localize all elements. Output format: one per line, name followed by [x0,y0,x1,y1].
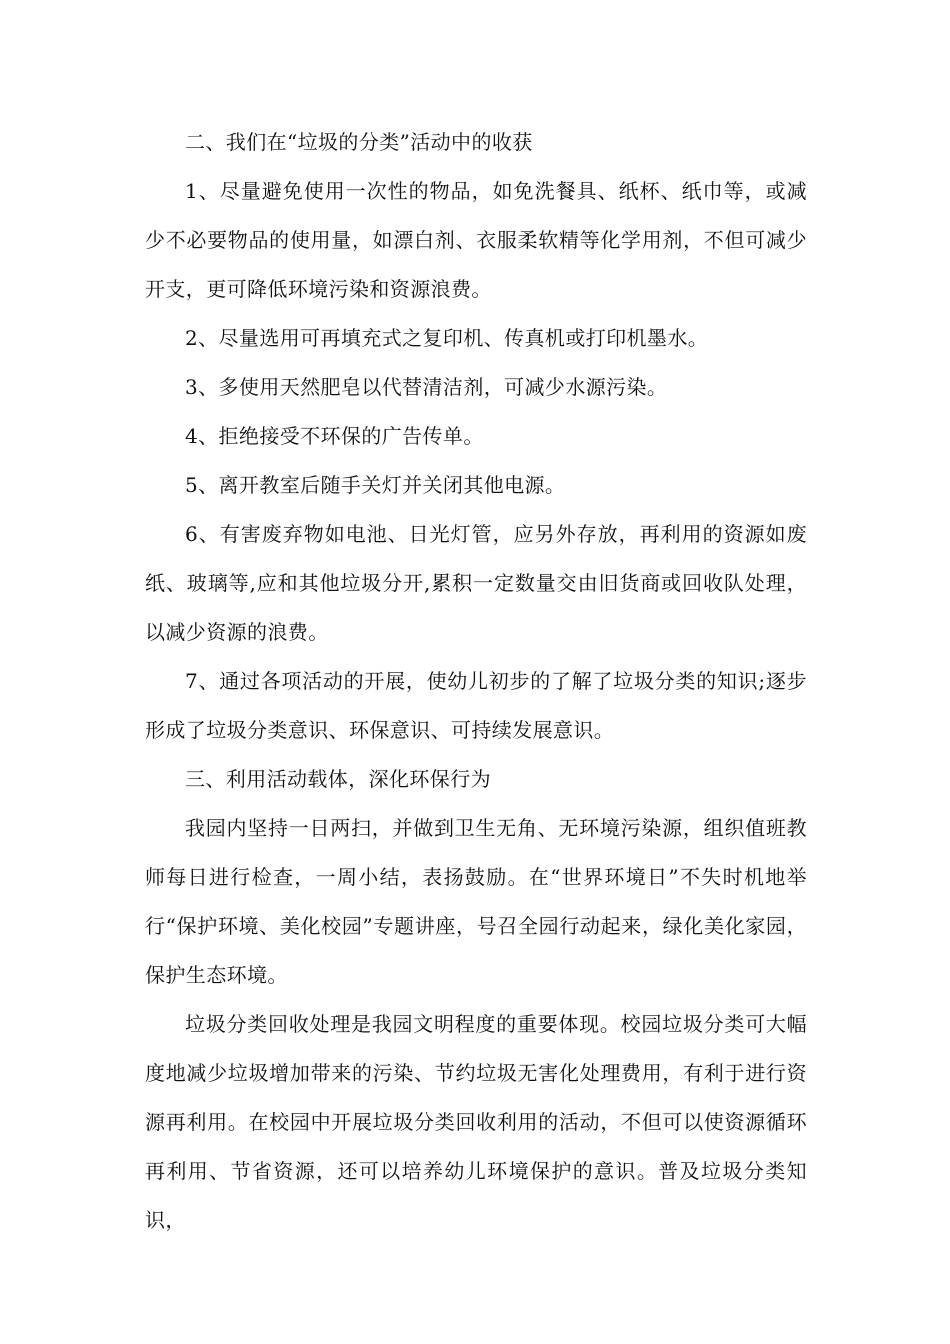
list-item-3: 3、多使用天然肥皂以代替清洁剂，可减少水源污染。 [185,375,668,399]
list-item-2: 2、尽量选用可再填充式之复印机、传真机或打印机墨水。 [185,326,709,350]
list-item-1: 1、尽量避免使用一次性的物品，如免洗餐具、纸杯、纸巾等，或减少不必要物品的使用量，如漂白剂、衣服柔软精等化学用剂，不但可减少开支，更可降低环境污染和资源浪费。 [145,179,807,301]
list-item-7: 7、通过各项活动的开展，使幼儿初步的了解了垃圾分类的知识;逐步形成了垃圾分类意识、环保意识、可持续发展意识。 [145,669,807,742]
document-page [145,118,807,1245]
body-paragraph-garbage-sorting: 垃圾分类回收处理是我园文明程度的重要体现。校园垃圾分类可大幅度地减少垃圾增加带来的污染、节约垃圾无害化处理费用，有利于进行资源再利用。在校园中开展垃圾分类回收利用的活动，不但可以使资源循环再利用、节省资源，还可以培养幼儿环境保护的意识。普及垃圾分类知识， [145,1012,807,1232]
list-item-5: 5、离开教室后随手关灯并关闭其他电源。 [185,473,566,497]
list-item-6: 6、有害废弃物如电池、日光灯管，应另外存放，再利用的资源如废纸、玻璃等,应和其他垃圾分开,累积一定数量交由旧货商或回收队处理，以减少资源的浪费。 [145,522,807,644]
body-paragraph-campus-cleaning: 我园内坚持一日两扫，并做到卫生无角、无环境污染源，组织值班教师每日进行检查，一周小结，表扬鼓励。在“世界环境日”不失时机地举行“保护环境、美化校园”专题讲座，号召全园行动起来，绿化美化家园，保护生态环境。 [145,816,807,987]
list-item-4: 4、拒绝接受不环保的广告传单。 [185,424,484,448]
section-heading-gains: 二、我们在“垃圾的分类”活动中的收获 [185,130,533,154]
section-heading-activities: 三、利用活动载体，深化环保行为 [185,767,491,791]
